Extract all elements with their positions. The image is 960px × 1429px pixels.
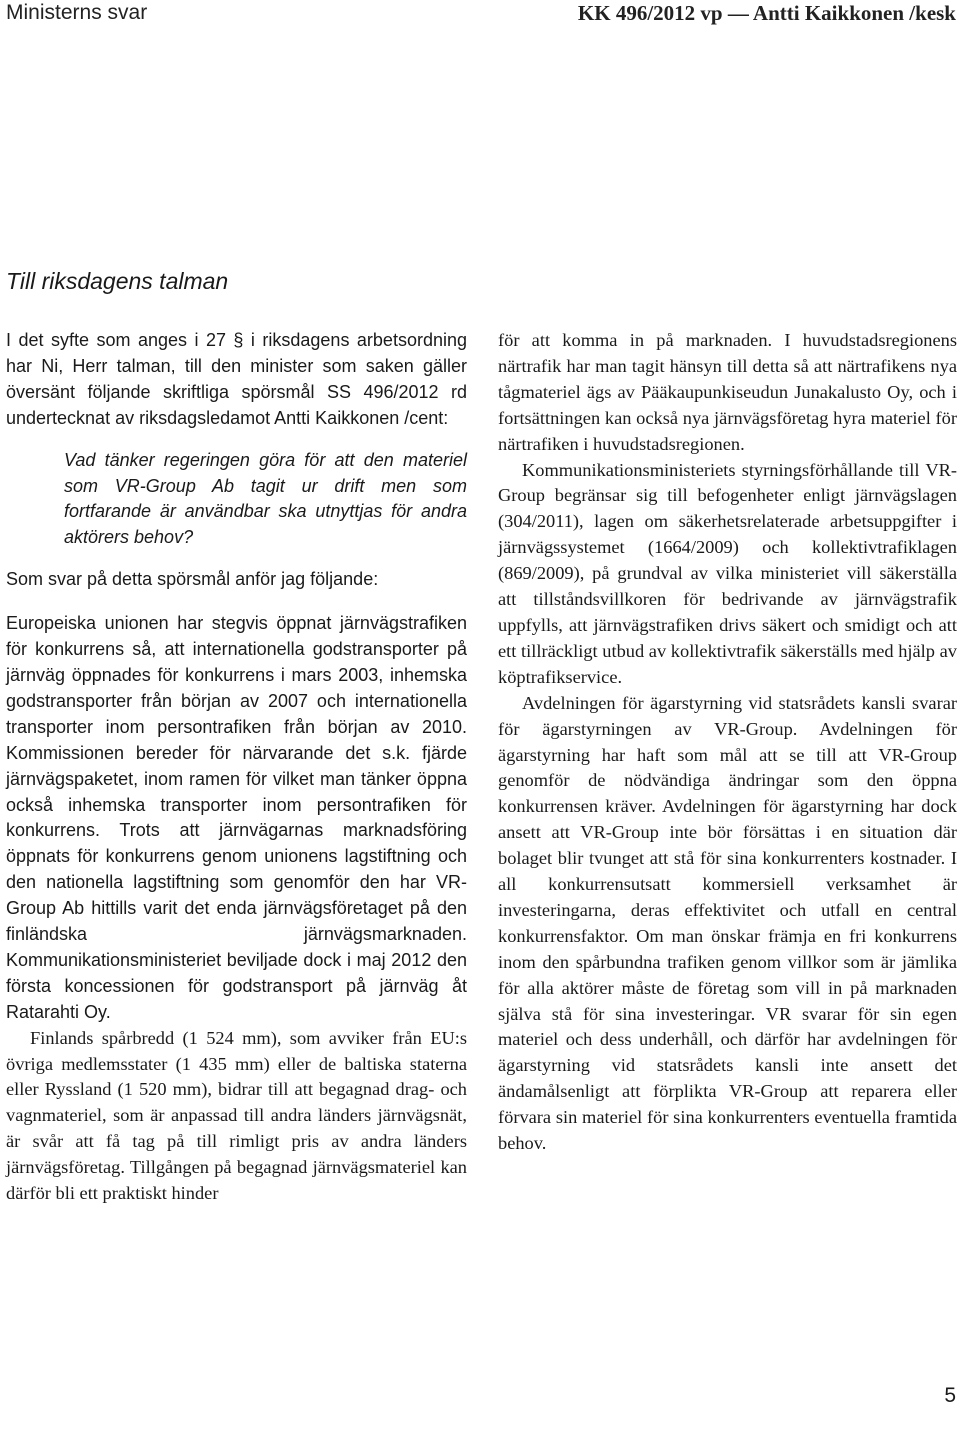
right-paragraph-2: Kommunikationsministeriets styrningsförhållande till VR-Group begränsar sig till befogenheter enligt järnvägslagen (304/2011), lagen om säkerhetsrelaterade arbetsuppgifter i järnvägssystemet (1664/2009) och kollektivtrafiklagen (869/2009), på grundval av vilka ministeriet vill säkerställa att tillståndsvillkoren för bedrivande av järnvägstrafik uppfylls, att järnvägstrafiken drivs säkert och smidigt och att ett tillräckligt utbud av kollektivtrafik säkerställs med hjälp av köptrafikservice. bbox=[498, 459, 957, 687]
page-heading: Till riksdagens talman bbox=[6, 268, 229, 294]
left-paragraph-2: Finlands spårbredd (1 524 mm), som avviker från EU:s övriga medlemsstater (1 435 mm) eller de baltiska staterna eller Ryssland (1 520 mm), bidrar till att begagnad drag- och vagnmateriel, som är anpassad till andra länders järnvägsnät, är svår att få tag på till rimligt pris av andra länders järnvägsföretag. Tillgången på begagnad järnvägsmateriel kan därför bli ett praktiskt hinder bbox=[6, 1027, 467, 1204]
right-paragraph-1: för att komma in på marknaden. I huvudstadsregionens närtrafik har man tagit hänsyn till detta så att närtrafikens nya tågmateriel ägs av Pääkaupunkiseudun Junakalusto Oy, och i fortsättningen kan också nya järnvägsföretag hyra materiel för närtrafiken i huvudstadsregionen. bbox=[498, 330, 957, 454]
answer-intro: Som svar på detta spörsmål anför jag följande: bbox=[6, 569, 379, 590]
question-quote: Vad tänker regeringen göra för att den materiel som VR-Group Ab tagit ur drift men som fortfarande är användbar ska utnyttjas för andra aktörers behov? bbox=[64, 449, 467, 548]
right-column bbox=[498, 328, 957, 1157]
header-left-title: Ministerns svar bbox=[6, 1, 148, 24]
left-paragraph-1: Europeiska unionen har stegvis öppnat järnvägstrafiken för konkurrens så, att internationella godstransporter på järnväg öppnades för konkurrens i mars 2003, inhemska godstransporter från början av 2007 och internationella transporter inom persontrafiken från början av 2010. Kommissionen bereder för närvarande det s.k. fjärde järnvägspaketet, inom ramen för vilket man tänker öppna också inhemska transporter inom persontrafiken för konkurrens. Trots att järnvägarnas marknadsföring öppnats för konkurrens genom unionens lagstiftning och den nationella lagstiftning som genomför den har VR-Group Ab hittills varit det enda järnvägsföretaget på den finländska järnvägsmarknaden. Kommunikationsministeriet beviljade dock i maj 2012 den första koncessionen för godstransport på järnväg åt Ratarahti Oy. bbox=[6, 613, 467, 1022]
intro-paragraph: I det syfte som anges i 27 § i riksdagens arbetsordning har Ni, Herr talman, till den minister som saken gäller översänt följande skriftliga spörsmål SS 496/2012 rd undertecknat av riksdagsledamot Antti Kaikkonen /cent: bbox=[6, 330, 467, 428]
right-paragraph-3: Avdelningen för ägarstyrning vid statsrådets kansli svarar för ägarstyrningen av VR-Group. Avdelningen för ägarstyrning har haft som mål att se till att VR-Group genomför de nödvändiga ändringar som den öppna konkurrensen kräver. Avdelningen för ägarstyrning har dock ansett att VR-Group inte bör försättas i en situation där bolaget blir tvunget att stå för sina konkurrenters kostnader. I all konkurrensutsatt kommersiell verksamhet är investeringarna, deras effektivitet och utfall en central konkurrensfaktor. Om man önskar främja en fri konkurrens inom den spårbundna trafiken genom villkor som är jämlika för alla aktörer måste de företag som vill in på marknaden själva stå för sina investeringar. VR svarar för sin egen materiel och dess underhåll, och därför har avdelningen för ägarstyrning vid statsrådets kansli inte ansett det ändamålsenligt att förplikta VR-Group att reparera eller förvara sin materiel för sina konkurrenters eventuella framtida behov. bbox=[498, 692, 957, 1154]
left-column bbox=[6, 328, 467, 1207]
page-number: 5 bbox=[944, 1384, 956, 1407]
header-right-reference: KK 496/2012 vp — Antti Kaikkonen /kesk bbox=[577, 1, 956, 25]
